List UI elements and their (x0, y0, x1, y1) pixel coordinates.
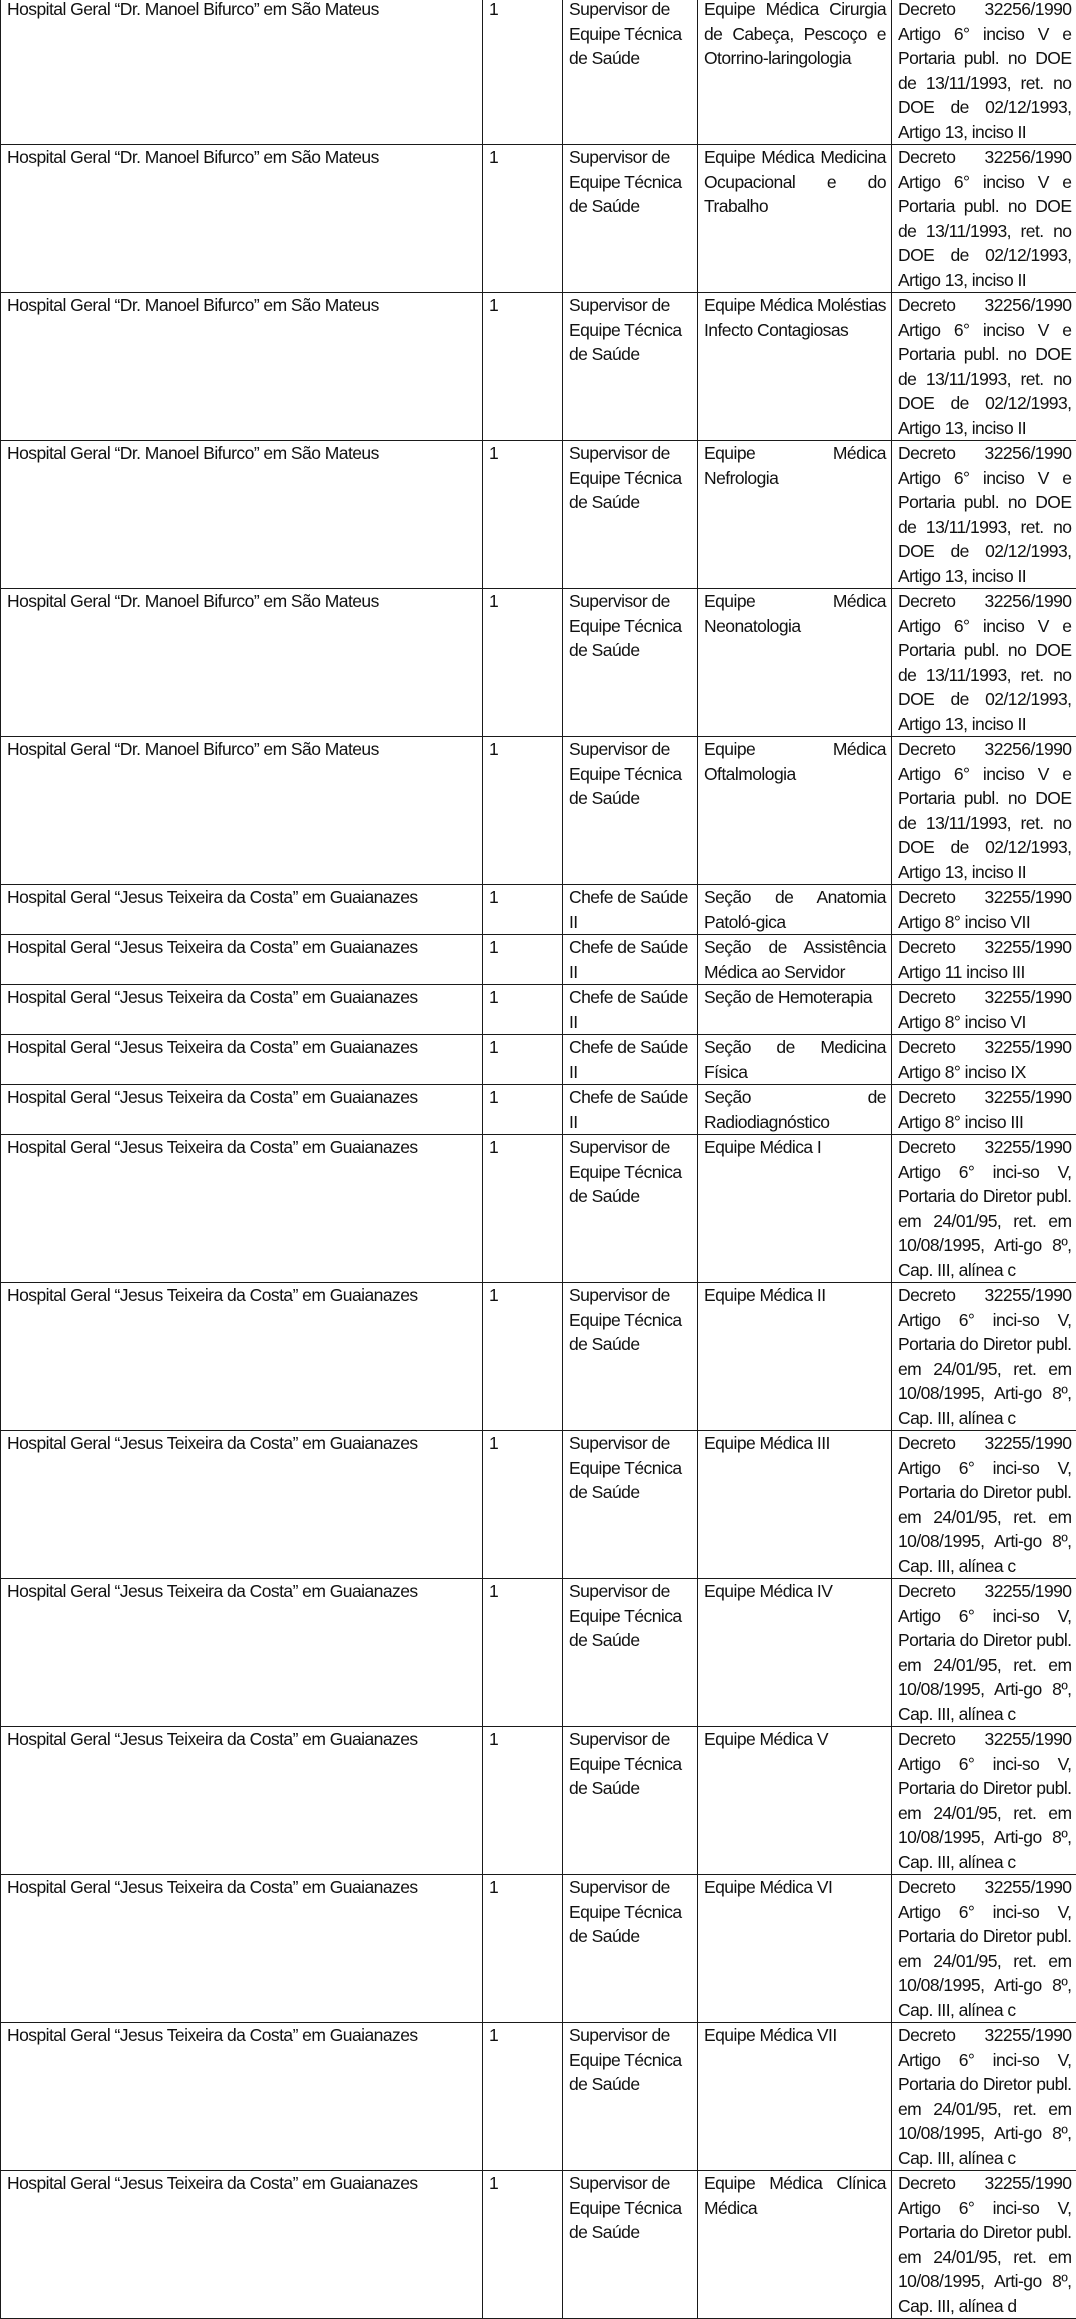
unit-name-cell: Seção de Hemoterapia (698, 985, 892, 1035)
unit-name-cell: Equipe Médica VII (698, 2023, 892, 2171)
unit-name-cell: Equipe Médica VI (698, 1875, 892, 2023)
cargo-cell: Supervisor de Equipe Técnica de Saúde (563, 1875, 698, 2023)
legislation-cell: Decreto 32255/1990 Artigo 6° inci-so V, Portaria do Diretor publ. em 24/01/95, ret. em 10/08/1995, Arti-go 8º, Cap. III, alínea c (892, 1727, 1076, 1875)
table-row (1, 441, 1076, 589)
cargo-cell: Supervisor de Equipe Técnica de Saúde (563, 2171, 698, 2319)
cargo-cell: Chefe de Saúde II (563, 1085, 698, 1135)
unit-name-cell: Equipe Médica III (698, 1431, 892, 1579)
unit-cell: Hospital Geral “Jesus Teixeira da Costa” em Guaianazes (1, 935, 483, 985)
unit-name-cell: Seção de Anatomia Patoló-gica (698, 885, 892, 935)
unit-cell: Hospital Geral “Jesus Teixeira da Costa” em Guaianazes (1, 1875, 483, 2023)
cargo-cell: Supervisor de Equipe Técnica de Saúde (563, 2023, 698, 2171)
table-row (1, 2171, 1076, 2319)
cargo-cell: Supervisor de Equipe Técnica de Saúde (563, 0, 698, 145)
quantity-cell: 1 (483, 1283, 563, 1431)
quantity-cell: 1 (483, 589, 563, 737)
quantity-cell: 1 (483, 985, 563, 1035)
quantity-cell: 1 (483, 1431, 563, 1579)
unit-name-cell: Equipe Médica Moléstias Infecto Contagiosas (698, 293, 892, 441)
legislation-cell: Decreto 32255/1990 Artigo 8° inciso III (892, 1085, 1076, 1135)
quantity-cell: 1 (483, 1085, 563, 1135)
unit-cell: Hospital Geral “Jesus Teixeira da Costa” em Guaianazes (1, 885, 483, 935)
table-row (1, 935, 1076, 985)
unit-cell: Hospital Geral “Dr. Manoel Bifurco” em São Mateus (1, 441, 483, 589)
unit-cell: Hospital Geral “Dr. Manoel Bifurco” em São Mateus (1, 589, 483, 737)
table-row (1, 1875, 1076, 2023)
unit-name-cell: Equipe Médica Neonatologia (698, 589, 892, 737)
cargo-cell: Chefe de Saúde II (563, 1035, 698, 1085)
cargo-cell: Chefe de Saúde II (563, 935, 698, 985)
table-row (1, 1727, 1076, 1875)
cargo-cell: Supervisor de Equipe Técnica de Saúde (563, 737, 698, 885)
legislation-cell: Decreto 32255/1990 Artigo 6° inci-so V, Portaria do Diretor publ. em 24/01/95, ret. em 10/08/1995, Arti-go 8º, Cap. III, alínea c (892, 1875, 1076, 2023)
cargo-cell: Supervisor de Equipe Técnica de Saúde (563, 589, 698, 737)
unit-cell: Hospital Geral “Jesus Teixeira da Costa” em Guaianazes (1, 1727, 483, 1875)
quantity-cell: 1 (483, 2171, 563, 2319)
unit-cell: Hospital Geral “Jesus Teixeira da Costa” em Guaianazes (1, 1085, 483, 1135)
table-row (1, 0, 1076, 145)
quantity-cell: 1 (483, 1579, 563, 1727)
unit-name-cell: Seção de Medicina Física (698, 1035, 892, 1085)
unit-name-cell: Equipe Médica Nefrologia (698, 441, 892, 589)
legislation-cell: Decreto 32255/1990 Artigo 8° inciso IX (892, 1035, 1076, 1085)
table-row (1, 589, 1076, 737)
unit-cell: Hospital Geral “Jesus Teixeira da Costa” em Guaianazes (1, 1283, 483, 1431)
cargo-cell: Supervisor de Equipe Técnica de Saúde (563, 293, 698, 441)
unit-cell: Hospital Geral “Jesus Teixeira da Costa” em Guaianazes (1, 1035, 483, 1085)
legislation-cell: Decreto 32255/1990 Artigo 8° inciso VI (892, 985, 1076, 1035)
table-row (1, 1085, 1076, 1135)
table-row (1, 1283, 1076, 1431)
cargo-cell: Supervisor de Equipe Técnica de Saúde (563, 1135, 698, 1283)
cargo-cell: Chefe de Saúde II (563, 985, 698, 1035)
unit-name-cell: Seção de Radiodiagnóstico (698, 1085, 892, 1135)
legislation-cell: Decreto 32255/1990 Artigo 6° inci-so V, Portaria do Diretor publ. em 24/01/95, ret. em 10/08/1995, Arti-go 8º, Cap. III, alínea d (892, 2171, 1076, 2319)
table-row (1, 985, 1076, 1035)
legislation-cell: Decreto 32255/1990 Artigo 6° inci-so V, Portaria do Diretor publ. em 24/01/95, ret. em 10/08/1995, Arti-go 8º, Cap. III, alínea c (892, 1283, 1076, 1431)
cargo-cell: Supervisor de Equipe Técnica de Saúde (563, 1727, 698, 1875)
unit-cell: Hospital Geral “Dr. Manoel Bifurco” em São Mateus (1, 293, 483, 441)
legislation-cell: Decreto 32255/1990 Artigo 6° inci-so V, Portaria do Diretor publ. em 24/01/95, ret. em 10/08/1995, Arti-go 8º, Cap. III, alínea c (892, 2023, 1076, 2171)
table-row (1, 2023, 1076, 2171)
cargo-cell: Supervisor de Equipe Técnica de Saúde (563, 1579, 698, 1727)
legislation-cell: Decreto 32255/1990 Artigo 6° inci-so V, Portaria do Diretor publ. em 24/01/95, ret. em 10/08/1995, Arti-go 8º, Cap. III, alínea c (892, 1579, 1076, 1727)
unit-name-cell: Equipe Médica V (698, 1727, 892, 1875)
table-row (1, 145, 1076, 293)
unit-cell: Hospital Geral “Dr. Manoel Bifurco” em São Mateus (1, 0, 483, 145)
unit-name-cell: Equipe Médica Cirurgia de Cabeça, Pescoço e Otorrino-laringologia (698, 0, 892, 145)
quantity-cell: 1 (483, 1875, 563, 2023)
legislation-cell: Decreto 32256/1990 Artigo 6° inciso V e Portaria publ. no DOE de 13/11/1993, ret. no DOE de 02/12/1993, Artigo 13, inciso II (892, 0, 1076, 145)
unit-name-cell: Seção de Assistência Médica ao Servidor (698, 935, 892, 985)
unit-cell: Hospital Geral “Dr. Manoel Bifurco” em São Mateus (1, 737, 483, 885)
unit-name-cell: Equipe Médica IV (698, 1579, 892, 1727)
quantity-cell: 1 (483, 935, 563, 985)
legislation-cell: Decreto 32255/1990 Artigo 6° inci-so V, Portaria do Diretor publ. em 24/01/95, ret. em 10/08/1995, Arti-go 8º, Cap. III, alínea c (892, 1135, 1076, 1283)
unit-name-cell: Equipe Médica II (698, 1283, 892, 1431)
unit-cell: Hospital Geral “Jesus Teixeira da Costa” em Guaianazes (1, 1431, 483, 1579)
table-row (1, 1135, 1076, 1283)
legislation-cell: Decreto 32255/1990 Artigo 6° inci-so V, Portaria do Diretor publ. em 24/01/95, ret. em 10/08/1995, Arti-go 8º, Cap. III, alínea c (892, 1431, 1076, 1579)
unit-cell: Hospital Geral “Jesus Teixeira da Costa” em Guaianazes (1, 985, 483, 1035)
quantity-cell: 1 (483, 1035, 563, 1085)
unit-cell: Hospital Geral “Jesus Teixeira da Costa” em Guaianazes (1, 2023, 483, 2171)
unit-cell: Hospital Geral “Jesus Teixeira da Costa” em Guaianazes (1, 2171, 483, 2319)
table-row (1, 885, 1076, 935)
table-row (1, 1035, 1076, 1085)
legislation-cell: Decreto 32256/1990 Artigo 6° inciso V e Portaria publ. no DOE de 13/11/1993, ret. no DOE de 02/12/1993, Artigo 13, inciso II (892, 589, 1076, 737)
unit-cell: Hospital Geral “Dr. Manoel Bifurco” em São Mateus (1, 145, 483, 293)
quantity-cell: 1 (483, 0, 563, 145)
legislation-cell: Decreto 32255/1990 Artigo 8° inciso VII (892, 885, 1076, 935)
cargo-cell: Supervisor de Equipe Técnica de Saúde (563, 145, 698, 293)
legislation-cell: Decreto 32256/1990 Artigo 6° inciso V e Portaria publ. no DOE de 13/11/1993, ret. no DOE de 02/12/1993, Artigo 13, inciso II (892, 293, 1076, 441)
quantity-cell: 1 (483, 885, 563, 935)
table-row (1, 1431, 1076, 1579)
table-row (1, 293, 1076, 441)
quantity-cell: 1 (483, 2023, 563, 2171)
quantity-cell: 1 (483, 1135, 563, 1283)
unit-name-cell: Equipe Médica Oftalmologia (698, 737, 892, 885)
quantity-cell: 1 (483, 145, 563, 293)
table-row (1, 737, 1076, 885)
legislation-cell: Decreto 32256/1990 Artigo 6° inciso V e Portaria publ. no DOE de 13/11/1993, ret. no DOE de 02/12/1993, Artigo 13, inciso II (892, 145, 1076, 293)
cargo-cell: Supervisor de Equipe Técnica de Saúde (563, 1431, 698, 1579)
quantity-cell: 1 (483, 737, 563, 885)
cargo-cell: Supervisor de Equipe Técnica de Saúde (563, 1283, 698, 1431)
legislation-cell: Decreto 32255/1990 Artigo 11 inciso III (892, 935, 1076, 985)
unit-cell: Hospital Geral “Jesus Teixeira da Costa” em Guaianazes (1, 1579, 483, 1727)
table-row (1, 1579, 1076, 1727)
legislation-cell: Decreto 32256/1990 Artigo 6° inciso V e Portaria publ. no DOE de 13/11/1993, ret. no DOE de 02/12/1993, Artigo 13, inciso II (892, 441, 1076, 589)
quantity-cell: 1 (483, 293, 563, 441)
unit-cell: Hospital Geral “Jesus Teixeira da Costa” em Guaianazes (1, 1135, 483, 1283)
unit-name-cell: Equipe Médica Clínica Médica (698, 2171, 892, 2319)
unit-name-cell: Equipe Médica Medicina Ocupacional e do Trabalho (698, 145, 892, 293)
quantity-cell: 1 (483, 1727, 563, 1875)
legislation-cell: Decreto 32256/1990 Artigo 6° inciso V e Portaria publ. no DOE de 13/11/1993, ret. no DOE de 02/12/1993, Artigo 13, inciso II (892, 737, 1076, 885)
quantity-cell: 1 (483, 441, 563, 589)
cargo-cell: Chefe de Saúde II (563, 885, 698, 935)
cargo-cell: Supervisor de Equipe Técnica de Saúde (563, 441, 698, 589)
unit-name-cell: Equipe Médica I (698, 1135, 892, 1283)
